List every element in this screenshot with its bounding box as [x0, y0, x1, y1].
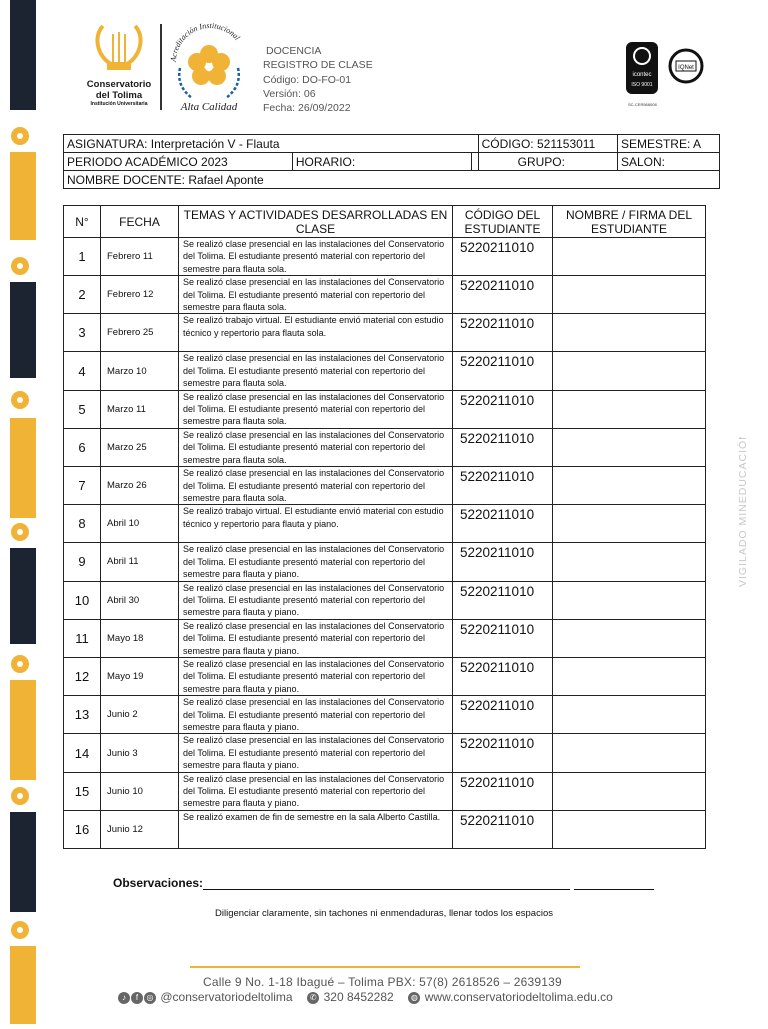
globe-icon: ◍ — [408, 992, 420, 1004]
row-tema: Se realizó clase presencial en las instalaciones del Conservatorio del Tolima. El estudiante presentó material con repertorio del semestre para flauta sola. — [179, 467, 453, 505]
table-row — [64, 467, 706, 505]
row-firma[interactable] — [553, 467, 706, 505]
meta-line4: Versión: 06 — [263, 87, 316, 100]
header-firma: NOMBRE / FIRMA DEL ESTUDIANTE — [553, 206, 706, 238]
vigilado-text: VIGILADO MINEDUCACIÓN — [737, 437, 749, 587]
class-register-table — [63, 205, 706, 849]
row-codigo: 5220211010 — [453, 581, 553, 619]
row-number: 8 — [64, 505, 101, 543]
row-firma[interactable] — [553, 505, 706, 543]
row-fecha: Abril 11 — [101, 543, 179, 581]
row-firma[interactable] — [553, 657, 706, 695]
accreditation-seal — [166, 18, 252, 114]
table-body — [64, 238, 706, 849]
iqnet-label: IQNet — [678, 65, 694, 71]
table-row — [64, 352, 706, 390]
row-number: 1 — [64, 238, 101, 276]
row-codigo: 5220211010 — [453, 276, 553, 314]
horario-cell: HORARIO: — [292, 153, 471, 171]
tiktok-icon[interactable]: ♪ — [118, 992, 130, 1004]
observaciones-label: Observaciones: — [113, 876, 204, 890]
docente-cell: NOMBRE DOCENTE: Rafael Aponte — [64, 171, 720, 189]
lyre-icon — [89, 22, 149, 74]
row-firma[interactable] — [553, 314, 706, 352]
row-number: 6 — [64, 428, 101, 466]
row-codigo: 5220211010 — [453, 810, 553, 848]
meta-line5: Fecha: 26/09/2022 — [263, 102, 351, 115]
codigo-cell: CÓDIGO: 521153011 — [478, 135, 617, 153]
row-codigo: 5220211010 — [453, 772, 553, 810]
row-tema: Se realizó trabajo virtual. El estudiante envió material con estudio técnico y repertorio para flauta y piano. — [179, 505, 453, 543]
row-codigo: 5220211010 — [453, 390, 553, 428]
row-fecha: Marzo 25 — [101, 428, 179, 466]
table-row — [64, 238, 706, 276]
certification-logos — [624, 40, 708, 110]
row-fecha: Abril 10 — [101, 505, 179, 543]
conservatorio-logo — [84, 22, 154, 112]
footer-contacts — [118, 990, 613, 1004]
row-codigo: 5220211010 — [453, 352, 553, 390]
row-fecha: Junio 3 — [101, 734, 179, 772]
row-tema: Se realizó clase presencial en las instalaciones del Conservatorio del Tolima. El estudiante presentó material con repertorio del semestre para flauta y piano. — [179, 772, 453, 810]
row-firma[interactable] — [553, 810, 706, 848]
vigilado-watermark — [730, 437, 754, 589]
row-firma[interactable] — [553, 696, 706, 734]
row-firma[interactable] — [553, 352, 706, 390]
row-firma[interactable] — [553, 238, 706, 276]
instagram-icon[interactable]: ◎ — [144, 992, 156, 1004]
row-fecha: Marzo 11 — [101, 390, 179, 428]
meta-line2: REGISTRO DE CLASE — [263, 59, 373, 72]
row-tema: Se realizó clase presencial en las instalaciones del Conservatorio del Tolima. El estudiante presentó material con repertorio del semestre para flauta sola. — [179, 428, 453, 466]
row-fecha: Junio 10 — [101, 772, 179, 810]
row-codigo: 5220211010 — [453, 238, 553, 276]
cert-code: SC-CER568008 — [628, 102, 657, 107]
header-n: N° — [64, 206, 101, 238]
row-fecha: Marzo 10 — [101, 352, 179, 390]
row-number: 11 — [64, 619, 101, 657]
row-number: 9 — [64, 543, 101, 581]
periodo-cell: PERIODO ACADÉMICO 2023 — [64, 153, 293, 171]
table-row — [64, 696, 706, 734]
table-row — [64, 505, 706, 543]
table-row — [64, 619, 706, 657]
row-fecha: Abril 30 — [101, 581, 179, 619]
footer-address: Calle 9 No. 1-18 Ibagué – Tolima PBX: 57(8) 2618526 – 2639139 — [203, 975, 562, 989]
row-tema: Se realizó clase presencial en las instalaciones del Conservatorio del Tolima. El estudiante presentó material con repertorio del semestre para flauta sola. — [179, 276, 453, 314]
row-fecha: Junio 12 — [101, 810, 179, 848]
table-header-row — [64, 206, 706, 238]
row-fecha: Marzo 26 — [101, 467, 179, 505]
row-number: 13 — [64, 696, 101, 734]
table-row — [64, 314, 706, 352]
row-tema: Se realizó clase presencial en las instalaciones del Conservatorio del Tolima. El estudiante presentó material con repertorio del semestre para flauta y piano. — [179, 619, 453, 657]
salon-cell: SALON: — [617, 153, 719, 171]
row-number: 5 — [64, 390, 101, 428]
row-codigo: 5220211010 — [453, 657, 553, 695]
table-row — [64, 734, 706, 772]
row-number: 7 — [64, 467, 101, 505]
seal-caption: Alta Calidad — [180, 101, 238, 113]
iso-label: ISO 9001 — [631, 82, 653, 88]
seal-arc-text: Acreditación Institucional — [168, 20, 242, 63]
row-tema: Se realizó examen de fin de semestre en la sala Alberto Castilla. — [179, 810, 453, 848]
row-number: 10 — [64, 581, 101, 619]
strip-graphic — [0, 0, 36, 1024]
header-codigo: CÓDIGO DEL ESTUDIANTE — [453, 206, 553, 238]
logo-divider — [160, 24, 162, 110]
asignatura-cell: ASIGNATURA: Interpretación V - Flauta — [64, 135, 479, 153]
row-firma[interactable] — [553, 772, 706, 810]
footer-divider — [190, 966, 580, 968]
header-temas: TEMAS Y ACTIVIDADES DESARROLLADAS EN CLASE — [179, 206, 453, 238]
brand-name-line1: Conservatorio — [86, 79, 152, 90]
row-number: 15 — [64, 772, 101, 810]
row-number: 12 — [64, 657, 101, 695]
observaciones-line-2[interactable] — [574, 889, 654, 890]
row-fecha: Febrero 25 — [101, 314, 179, 352]
row-tema: Se realizó clase presencial en las instalaciones del Conservatorio del Tolima. El estudiante presentó material con repertorio del semestre para flauta y piano. — [179, 734, 453, 772]
row-fecha: Febrero 12 — [101, 276, 179, 314]
brand-subtitle: Institución Universitaria — [90, 101, 148, 107]
header-fecha: FECHA — [101, 206, 179, 238]
website-link[interactable]: www.conservatoriodeltolima.edu.co — [424, 990, 613, 1004]
row-tema: Se realizó trabajo virtual. El estudiante envió material con estudio técnico y repertorio para flauta sola. — [179, 314, 453, 352]
row-codigo: 5220211010 — [453, 314, 553, 352]
document-meta — [263, 44, 373, 115]
row-firma[interactable] — [553, 276, 706, 314]
row-codigo: 5220211010 — [453, 696, 553, 734]
table-row — [64, 390, 706, 428]
row-codigo: 5220211010 — [453, 467, 553, 505]
meta-line1: DOCENCIA — [266, 45, 322, 57]
course-info-table — [63, 134, 720, 189]
observaciones-line[interactable] — [203, 889, 570, 890]
icontec-label: icontec — [632, 72, 652, 78]
whatsapp-icon: ✆ — [307, 992, 319, 1004]
row-tema: Se realizó clase presencial en las instalaciones del Conservatorio del Tolima. El estudiante presentó material con repertorio del semestre para flauta y piano. — [179, 696, 453, 734]
row-fecha: Febrero 11 — [101, 238, 179, 276]
table-row — [64, 428, 706, 466]
instructions-note: Diligenciar claramente, sin tachones ni enmendaduras, llenar todos los espacios — [215, 908, 553, 919]
row-codigo: 5220211010 — [453, 505, 553, 543]
row-number: 2 — [64, 276, 101, 314]
grupo-cell: GRUPO: — [478, 153, 617, 171]
facebook-icon[interactable]: f — [131, 992, 143, 1004]
empty-cell — [471, 153, 478, 171]
row-tema: Se realizó clase presencial en las instalaciones del Conservatorio del Tolima. El estudiante presentó material con repertorio del semestre para flauta sola. — [179, 390, 453, 428]
row-firma[interactable] — [553, 428, 706, 466]
row-tema: Se realizó clase presencial en las instalaciones del Conservatorio del Tolima. El estudiante presentó material con repertorio del semestre para flauta y piano. — [179, 581, 453, 619]
semestre-cell: SEMESTRE: A — [617, 135, 719, 153]
row-codigo: 5220211010 — [453, 619, 553, 657]
row-codigo: 5220211010 — [453, 734, 553, 772]
row-tema: Se realizó clase presencial en las instalaciones del Conservatorio del Tolima. El estudiante presentó material con repertorio del semestre para flauta sola. — [179, 238, 453, 276]
table-row — [64, 581, 706, 619]
row-firma[interactable] — [553, 390, 706, 428]
row-tema: Se realizó clase presencial en las instalaciones del Conservatorio del Tolima. El estudiante presentó material con repertorio del semestre para flauta y piano. — [179, 657, 453, 695]
row-codigo: 5220211010 — [453, 428, 553, 466]
meta-line3: Código: DO-FO-01 — [263, 73, 352, 86]
row-tema: Se realizó clase presencial en las instalaciones del Conservatorio del Tolima. El estudiante presentó material con repertorio del semestre para flauta y piano. — [179, 543, 453, 581]
left-decorative-strip — [0, 0, 36, 1024]
row-number: 4 — [64, 352, 101, 390]
row-number: 3 — [64, 314, 101, 352]
row-fecha: Mayo 18 — [101, 619, 179, 657]
phone-number[interactable]: 320 8452282 — [323, 990, 394, 1004]
table-row — [64, 772, 706, 810]
table-row — [64, 810, 706, 848]
icontec-iqnet-icon — [624, 40, 708, 110]
row-fecha: Mayo 19 — [101, 657, 179, 695]
row-codigo: 5220211010 — [453, 543, 553, 581]
brand-name-line2: del Tolima — [95, 90, 143, 101]
table-row — [64, 543, 706, 581]
row-firma[interactable] — [553, 619, 706, 657]
table-row — [64, 657, 706, 695]
row-fecha: Junio 2 — [101, 696, 179, 734]
row-firma[interactable] — [553, 543, 706, 581]
row-firma[interactable] — [553, 734, 706, 772]
row-number: 14 — [64, 734, 101, 772]
row-tema: Se realizó clase presencial en las instalaciones del Conservatorio del Tolima. El estudiante presentó material con repertorio del semestre para flauta sola. — [179, 352, 453, 390]
table-row — [64, 276, 706, 314]
social-handle[interactable]: @conservatoriodeltolima — [160, 990, 293, 1004]
seal-flower-icon — [166, 18, 252, 114]
row-number: 16 — [64, 810, 101, 848]
row-firma[interactable] — [553, 581, 706, 619]
